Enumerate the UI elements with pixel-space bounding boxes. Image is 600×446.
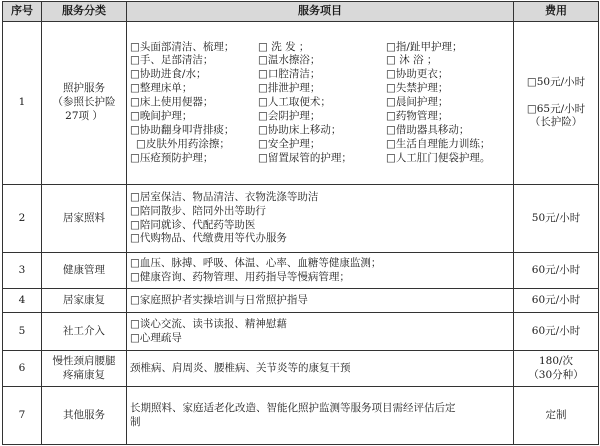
row-category: 居家康复: [42, 289, 127, 313]
fee-line: [517, 90, 595, 103]
item-line: □心理疏导: [130, 331, 182, 344]
row-fee: 60元/小时: [514, 289, 599, 313]
care-item: □晨间护理；: [386, 96, 449, 109]
care-item: □失禁护理；: [386, 82, 449, 95]
item-line: 颈椎病、肩周炎、腰椎病、关节炎等的康复干预: [130, 361, 351, 374]
item-line: □家庭照护者实操培训与日常照护指导: [130, 293, 308, 306]
row-number: 3: [3, 253, 42, 289]
row-items: [127, 313, 514, 351]
fee-line: （30分种）: [528, 368, 584, 381]
category-line: 慢性颈肩腰腿: [52, 354, 116, 367]
row-number: 6: [3, 351, 42, 387]
care-item: □头面部清洁、梳理；: [130, 40, 235, 53]
care-item: □药物管理；: [386, 109, 449, 122]
header-no: 序号: [3, 2, 42, 22]
table-row: [3, 185, 599, 253]
row-fee: [514, 351, 599, 387]
row-items: [127, 289, 514, 313]
item-line: 长期照料、家庭适老化改造、智能化照护监测等服务项目需经评估后定: [130, 401, 456, 414]
row-items: [127, 22, 514, 185]
care-item: □留置尿管的护理；: [258, 151, 352, 164]
care-item: □整理床单；: [130, 82, 193, 95]
care-item: □协助床上移动；: [258, 123, 342, 136]
table-row: [3, 289, 599, 313]
table-row: [3, 351, 599, 387]
item-line: 制: [130, 415, 141, 428]
table-row: [3, 313, 599, 351]
care-item: □生活自理能力训练；: [386, 137, 491, 150]
item-line: □代购物品、代缴费用等代办服务: [130, 232, 287, 245]
table-row: [3, 22, 599, 185]
row-fee: 60元/小时: [514, 253, 599, 289]
care-item: □皮肤外用药涂擦；: [136, 137, 230, 150]
row-fee: 定制: [514, 387, 599, 445]
row-number: 1: [3, 22, 42, 185]
row-category: [42, 351, 127, 387]
row-category: 居家照料: [42, 185, 127, 253]
row-category: [42, 22, 127, 185]
header-items: 服务项目: [127, 2, 514, 22]
row-number: 4: [3, 289, 42, 313]
care-item: □安全护理；: [258, 137, 321, 150]
care-item: □协助翻身叩背排痰；: [130, 123, 235, 136]
fee-line: 180/次: [538, 354, 574, 367]
item-line: □血压、脉搏、呼吸、体温、心率、血糖等健康监测；: [130, 256, 382, 269]
item-line: □居室保洁、物品清洁、衣物洗涤等助洁: [130, 190, 319, 203]
header-row: [3, 2, 599, 22]
category-line: 疼痛康复: [63, 368, 105, 381]
fee-line: □50元/小时: [526, 75, 586, 88]
care-item: □晚间护理；: [130, 109, 193, 122]
care-item: □口腔清洁；: [258, 68, 321, 81]
row-category: 健康管理: [42, 253, 127, 289]
item-line: □陪同散步、陪同外出等助行: [130, 204, 266, 217]
row-category: 其他服务: [42, 387, 127, 445]
care-item: □人工肛门便袋护理。: [386, 151, 491, 164]
item-line: □陪同就诊、代配药等助医: [130, 218, 256, 231]
fee-line: □65元/小时: [526, 102, 586, 115]
row-number: 7: [3, 387, 42, 445]
care-item: □温水擦浴；: [258, 54, 321, 67]
care-item: □协助更衣；: [386, 68, 449, 81]
fee-line: （长护险）: [529, 116, 583, 129]
care-item: □ 洗 发 ；: [258, 40, 310, 53]
row-number: 2: [3, 185, 42, 253]
care-item: □会阴护理；: [258, 109, 321, 122]
care-items-grid: [130, 41, 510, 166]
table-row: [3, 253, 599, 289]
category-line: 27项 ）: [65, 109, 103, 122]
row-items: [127, 253, 514, 289]
row-fee: [514, 22, 599, 185]
care-item: □协助进食/水；: [130, 68, 207, 81]
header-fee: 费用: [514, 2, 599, 22]
service-fee-table: [2, 1, 599, 445]
care-item: □指/趾甲护理；: [386, 40, 463, 53]
care-item: □ 沐 浴 ；: [386, 54, 438, 67]
table-row: [3, 387, 599, 445]
row-items: [127, 351, 514, 387]
row-items: [127, 387, 514, 445]
row-fee: 50元/小时: [514, 185, 599, 253]
care-item: □借助器具移动；: [386, 123, 470, 136]
category-line: 照护服务: [63, 82, 105, 95]
item-line: □谈心交流、读书读报、精神慰藉: [130, 317, 287, 330]
item-line: □健康咨询、药物管理、用药指导等慢病管理；: [130, 270, 350, 283]
care-item: □人工取便术；: [258, 96, 331, 109]
row-number: 5: [3, 313, 42, 351]
care-item: □手、足部清洁；: [130, 54, 214, 67]
care-item: □排泄护理；: [258, 82, 321, 95]
row-fee: 60元/小时: [514, 313, 599, 351]
care-item: □床上使用便器；: [130, 96, 214, 109]
care-item: □压疮预防护理；: [130, 151, 214, 164]
category-line: （参照长护险: [52, 96, 116, 109]
row-category: 社工介入: [42, 313, 127, 351]
header-category: 服务分类: [42, 2, 127, 22]
row-items: [127, 185, 514, 253]
